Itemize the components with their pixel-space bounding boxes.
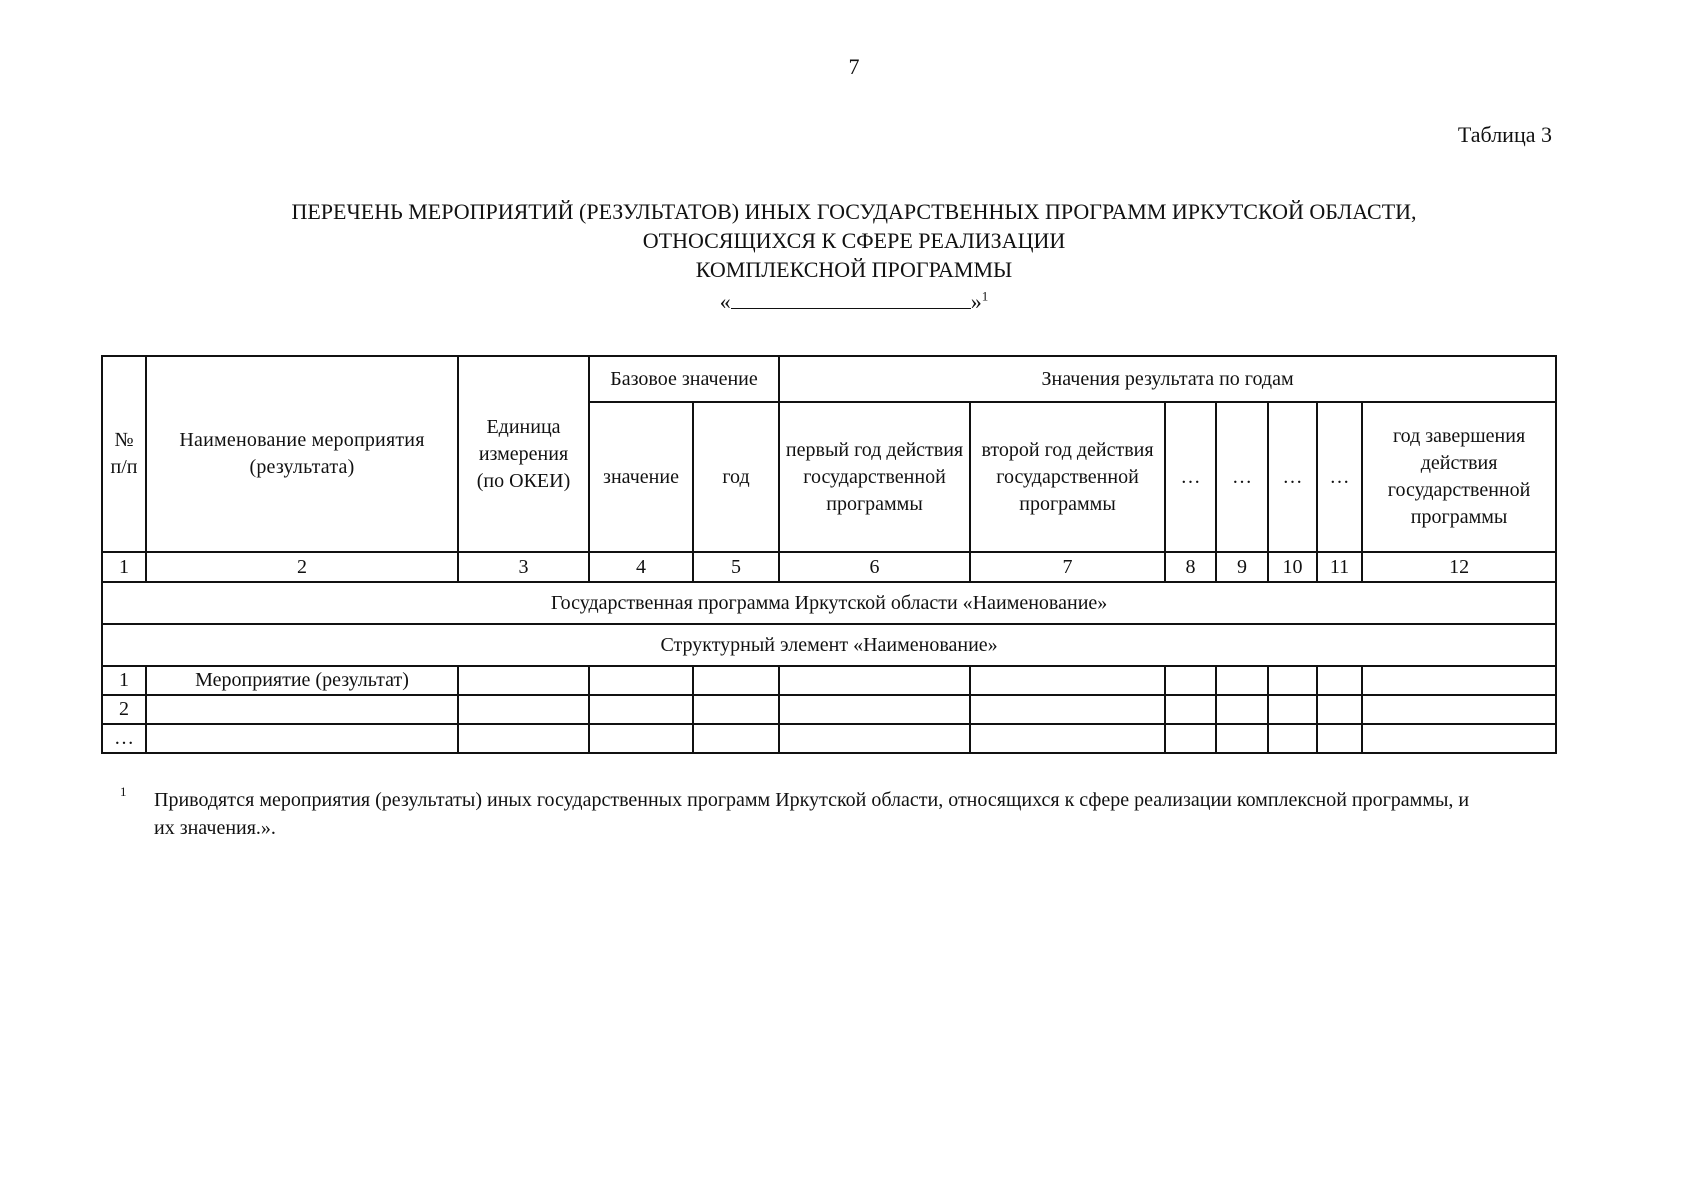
column-number: 2 — [146, 552, 458, 582]
table-row — [102, 666, 1556, 695]
column-number: 3 — [458, 552, 589, 582]
cell — [1362, 666, 1556, 695]
cell — [1317, 724, 1362, 753]
header-year-end: год завершения действия государственной программы — [1362, 402, 1556, 552]
table-label: Таблица 3 — [1457, 122, 1552, 147]
cell — [779, 666, 970, 695]
cell — [1362, 724, 1556, 753]
column-number: 11 — [1317, 552, 1362, 582]
cell — [693, 695, 779, 724]
header-base-value: значение — [589, 402, 693, 552]
program-row — [102, 582, 1556, 624]
heading-footnote-mark: 1 — [981, 288, 989, 304]
cell — [779, 724, 970, 753]
cell — [1268, 695, 1317, 724]
program-title: Государственная программа Иркутской области «Наименование» — [102, 582, 1556, 624]
quote-close: » — [970, 289, 982, 314]
document-heading — [0, 197, 1708, 284]
footnote-mark: 1 — [120, 784, 127, 799]
cell — [589, 724, 693, 753]
column-number: 12 — [1362, 552, 1556, 582]
header-num: № п/п — [102, 356, 146, 552]
cell — [1268, 666, 1317, 695]
column-number: 4 — [589, 552, 693, 582]
cell — [693, 724, 779, 753]
cell — [1165, 724, 1216, 753]
row-name — [146, 724, 458, 753]
cell — [693, 666, 779, 695]
page-number: 7 — [848, 54, 860, 79]
row-num: … — [102, 724, 146, 753]
quote-open: « — [719, 289, 731, 314]
cell — [458, 724, 589, 753]
column-number: 7 — [970, 552, 1165, 582]
header-unit: Единица измерения (по ОКЕИ) — [458, 356, 589, 552]
column-number: 1 — [102, 552, 146, 582]
element-row — [102, 624, 1556, 666]
column-number: 10 — [1268, 552, 1317, 582]
header-col-10: … — [1268, 402, 1317, 552]
cell — [1165, 695, 1216, 724]
cell — [458, 695, 589, 724]
heading-line-1: ПЕРЕЧЕНЬ МЕРОПРИЯТИЙ (РЕЗУЛЬТАТОВ) ИНЫХ ГОСУДАРСТВЕННЫХ ПРОГРАММ ИРКУТСКОЙ ОБЛАСТИ, — [291, 199, 1417, 224]
cell — [458, 666, 589, 695]
header-year-2: второй год действия государственной программы — [970, 402, 1165, 552]
table-row — [102, 695, 1556, 724]
header-base-year: год — [693, 402, 779, 552]
program-name-placeholder — [0, 286, 1708, 315]
column-number: 5 — [693, 552, 779, 582]
element-title: Структурный элемент «Наименование» — [102, 624, 1556, 666]
header-base: Базовое значение — [589, 356, 779, 402]
cell — [1362, 695, 1556, 724]
row-num: 2 — [102, 695, 146, 724]
row-name: Мероприятие (результат) — [146, 666, 458, 695]
column-number: 9 — [1216, 552, 1268, 582]
blank-line — [731, 286, 971, 309]
header-year-1: первый год действия государственной программы — [779, 402, 970, 552]
header-col-8: … — [1165, 402, 1216, 552]
cell — [589, 666, 693, 695]
header-row-1 — [102, 356, 1556, 402]
cell — [1216, 724, 1268, 753]
cell — [1216, 695, 1268, 724]
cell — [589, 695, 693, 724]
cell — [1268, 724, 1317, 753]
row-num: 1 — [102, 666, 146, 695]
column-number: 8 — [1165, 552, 1216, 582]
cell — [970, 666, 1165, 695]
heading-line-3: КОМПЛЕКСНОЙ ПРОГРАММЫ — [695, 257, 1013, 282]
column-number: 6 — [779, 552, 970, 582]
heading-line-2: ОТНОСЯЩИХСЯ К СФЕРЕ РЕАЛИЗАЦИИ — [642, 228, 1066, 253]
table-row — [102, 724, 1556, 753]
cell — [970, 724, 1165, 753]
cell — [970, 695, 1165, 724]
activities-table — [101, 355, 1557, 754]
footnote-text: Приводятся мероприятия (результаты) иных государственных программ Иркутской области, относящихся к сфере реализации комплексной программы, и их значения.». — [154, 789, 1470, 839]
column-numbers-row — [102, 552, 1556, 582]
cell — [779, 695, 970, 724]
footnote — [120, 786, 1490, 842]
row-name — [146, 695, 458, 724]
cell — [1317, 695, 1362, 724]
header-col-9: … — [1216, 402, 1268, 552]
cell — [1216, 666, 1268, 695]
cell — [1317, 666, 1362, 695]
header-col-11: … — [1317, 402, 1362, 552]
header-years: Значения результата по годам — [779, 356, 1556, 402]
header-name: Наименование мероприятия (результата) — [146, 356, 458, 552]
cell — [1165, 666, 1216, 695]
